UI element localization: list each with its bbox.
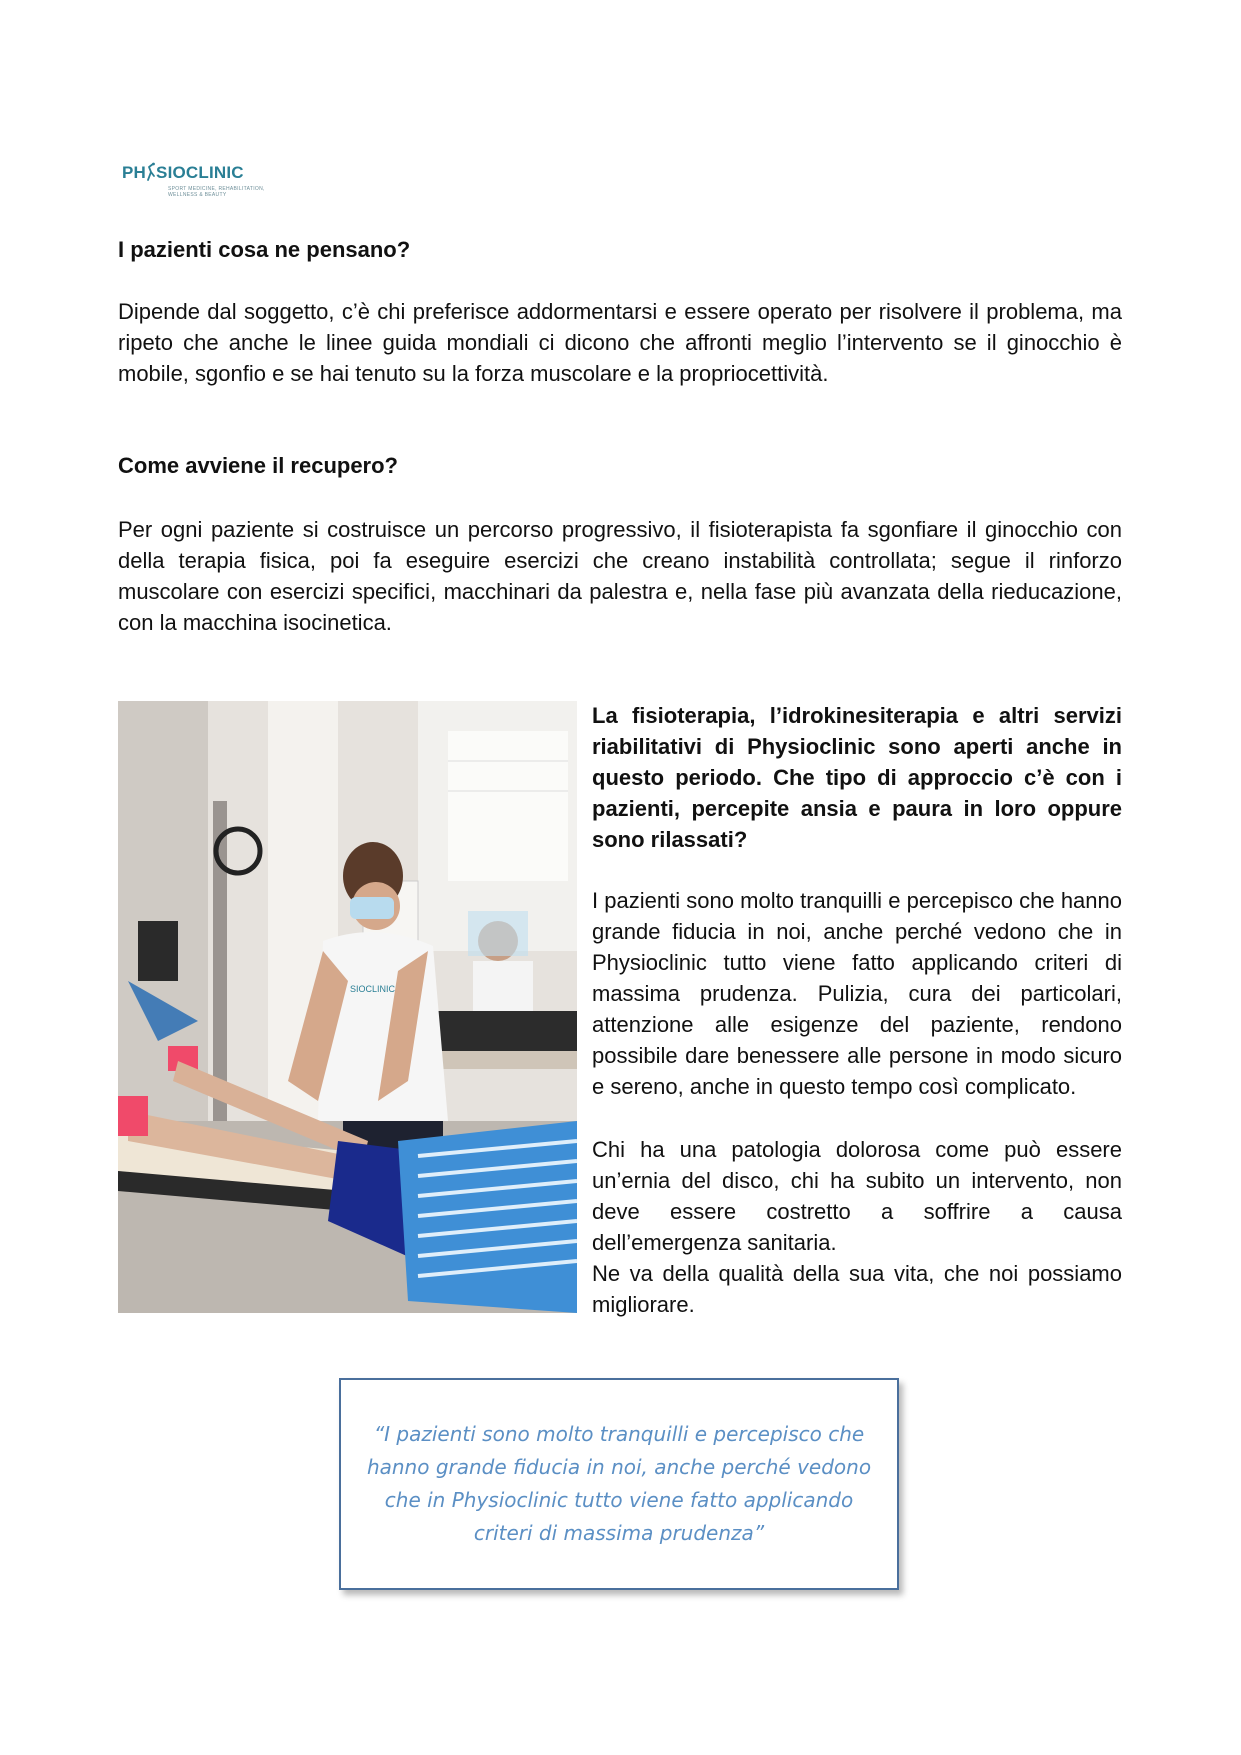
- paragraph-patients-opinion: Dipende dal soggetto, c’è chi preferisce addormentarsi e essere operato per risolvere il problema, ma ripeto che anche le linee guida mondiali ci dicono che affronti meglio l’intervento se il ginocchio è mobile, sgonfio e se hai tenuto su la forza muscolare e la propriocettività.: [118, 299, 1122, 386]
- runner-logo-icon: [146, 162, 156, 182]
- heading-patients-opinion: I pazienti cosa ne pensano?: [118, 237, 411, 262]
- physioclinic-logo: [122, 158, 265, 202]
- answer-paragraph-1: I pazienti sono molto tranquilli e percepisco che hanno grande fiducia in noi, anche perché vedono che in Physioclinic tutto viene fatto applicando criteri di massima prudenza. Pulizia, cura dei particolari, attenzione alle esigenze del paziente, rendono possibile dare benessere alle persone in modo sicuro e sereno, anche in questo tempo così complicato.: [592, 888, 1122, 1099]
- pull-quote-box: [339, 1378, 899, 1590]
- answer-paragraph-3: Ne va della qualità della sua vita, che noi possiamo migliorare.: [592, 1261, 1122, 1317]
- physiotherapy-photo-illustration: [118, 701, 577, 1313]
- heading-recovery: Come avviene il recupero?: [118, 453, 398, 478]
- logo-tagline-line1: SPORT MEDICINE, REHABILITATION,: [168, 186, 265, 192]
- shirt-badge-text: SIOCLINIC: [350, 984, 396, 994]
- logo-tagline-line2: WELLNESS & BEAUTY: [168, 192, 227, 198]
- paragraph-recovery: Per ogni paziente si costruisce un percorso progressivo, il fisioterapista fa sgonfiare il ginocchio con della terapia fisica, poi fa eseguire esercizi che creano instabilità controllata; segue il rinforzo muscolare con esercizi specifici, macchinari da palestra e, nella fase più avanzata della rieducazione, con la macchina isocinetica.: [118, 517, 1122, 635]
- pull-quote-text: “I pazienti sono molto tranquilli e percepisco che hanno grande fiducia in noi, anche perché vedono che in Physioclinic tutto viene fatto applicando criteri di massima prudenza”: [366, 1422, 872, 1545]
- logo-wordmark: [122, 162, 244, 183]
- answer-paragraph-2: Chi ha una patologia dolorosa come può essere un’ernia del disco, chi ha subito un intervento, non deve essere costretto a soffrire a causa dell’emergenza sanitaria.: [592, 1137, 1122, 1255]
- logo-text-ph: PH: [122, 163, 147, 182]
- logo-tagline: [168, 186, 265, 198]
- question-services-open: La fisioterapia, l’idrokinesiterapia e altri servizi riabilitativi di Physioclinic sono aperti anche in questo periodo. Che tipo di approccio c’è con i pazienti, percepite ansia e paura in loro oppure sono rilassati?: [592, 703, 1122, 852]
- physiotherapy-photo: [118, 701, 577, 1313]
- logo-text-sioclinic: SIOCLINIC: [156, 163, 244, 182]
